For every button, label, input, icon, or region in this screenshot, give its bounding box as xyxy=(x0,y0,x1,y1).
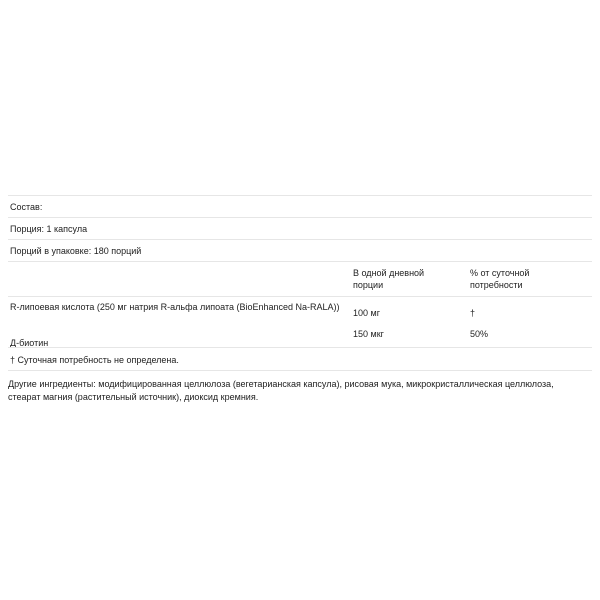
ingredient-amount: 100 мг xyxy=(353,308,380,318)
composition-row xyxy=(8,195,592,217)
servings-per-container-row xyxy=(8,239,592,261)
composition-label: Состав: xyxy=(10,202,43,212)
amount-per-serving-header: В одной дневной порции xyxy=(353,268,425,290)
ingredient-name: R-липоевая кислота (250 мг натрия R-альфа липоата (BioEnhanced Na-RALA)) xyxy=(10,302,340,312)
serving-size-label: Порция: 1 капсула xyxy=(10,224,88,234)
ingredient-amount: 150 мкг xyxy=(353,329,384,339)
daily-value-header: % от суточной потребности xyxy=(470,268,530,290)
other-ingredients-text: Другие ингредиенты: модифицированная целлюлоза (вегетарианская капсула), рисовая мука, микрокристаллическая целлюлоза, стеарат магния (растительный источник), диоксид кремния. xyxy=(8,379,554,402)
ingredient-name: Д-биотин xyxy=(10,338,49,348)
ingredient-daily-value: † xyxy=(470,308,476,318)
ingredient-rows xyxy=(8,296,592,347)
footnote-row xyxy=(8,347,592,371)
daily-value-footnote: † Суточная потребность не определена. xyxy=(10,355,179,365)
serving-size-row xyxy=(8,217,592,239)
ingredient-daily-value: 50% xyxy=(470,329,489,339)
column-header-row xyxy=(8,261,592,296)
supplement-facts-table xyxy=(8,195,592,371)
servings-per-container-label: Порций в упаковке: 180 порций xyxy=(10,246,142,256)
